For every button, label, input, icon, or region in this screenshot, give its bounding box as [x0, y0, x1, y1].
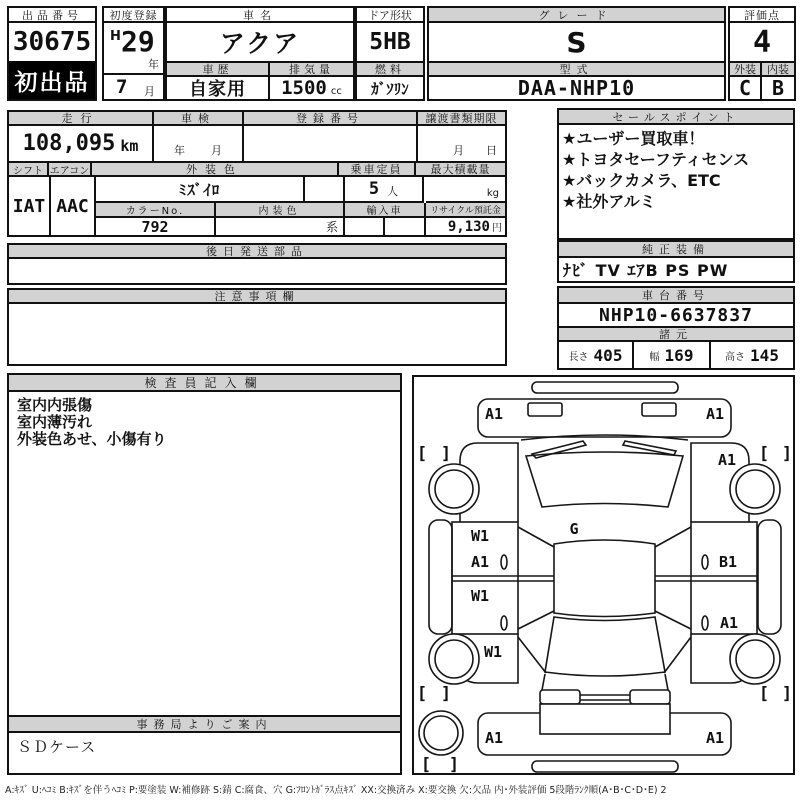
chassis-label: 車台番号 [559, 288, 793, 304]
grade-block [427, 6, 726, 101]
fuel-value: ｶﾞｿﾘﾝ [371, 79, 409, 98]
later-parts-empty [9, 259, 505, 283]
equipment-box [557, 240, 795, 283]
recycle-value: 9,130 [447, 218, 490, 235]
history-disp-values [167, 77, 353, 99]
exterior-color-value: ﾐｽﾞｲﾛ [96, 177, 305, 203]
first-reg-label: 初度登録 [104, 8, 163, 23]
transfer-deadline-label: 譲渡書類期限 [418, 112, 505, 124]
aircon-label: エアコン [49, 163, 92, 175]
vehicle-detail-grid [7, 110, 507, 237]
mark-front-door-left-a: A1 [470, 553, 490, 571]
capacity-value: 5 [368, 179, 380, 199]
quarter-folds [518, 637, 691, 673]
first-reg-year-cell [104, 23, 163, 73]
length-cell [559, 342, 634, 368]
transfer-day-hint: 日 [486, 144, 497, 157]
taillight-left [540, 690, 580, 704]
front-panel [478, 399, 731, 437]
bracket: ] [440, 444, 452, 464]
score-label: 評価点 [730, 8, 794, 23]
rear-bumper [532, 761, 678, 772]
color-no-label: カラーNo. [96, 203, 216, 218]
wheel-front-right-inner [736, 470, 774, 508]
capacity-cell [345, 177, 424, 203]
width-value: 169 [664, 345, 694, 365]
bracket: [ [758, 684, 770, 704]
first-registration-block [102, 6, 165, 101]
wheel-rear-right-inner [736, 640, 774, 678]
payload-cell [426, 177, 505, 203]
bracket: ] [781, 684, 793, 704]
height-cell [711, 342, 793, 368]
door-gaps [452, 576, 757, 581]
mileage-unit: km [120, 137, 139, 155]
bracket: ] [781, 444, 793, 464]
aircon-value: AAC [51, 177, 96, 235]
recycle-label: リサイクル預託金 [426, 203, 505, 218]
mark-rear-door-left: W1 [470, 587, 490, 605]
model-code-value: DAA-NHP10 [517, 77, 636, 99]
mark-rear-door-right: A1 [719, 614, 739, 632]
payload-label: 最大積載量 [416, 163, 505, 175]
shift-value: IAT [9, 177, 51, 235]
era-mark: H [110, 29, 121, 44]
sales-point-item: ★社外アルミ [562, 192, 656, 211]
taillight-bar [580, 695, 630, 700]
inspector-note: 室内内張傷 [17, 396, 93, 414]
mark-front-left: A1 [484, 405, 504, 423]
spare-tire-inner [424, 716, 458, 750]
import-cell [345, 218, 426, 235]
transfer-deadline-cell [418, 126, 505, 161]
import-cell-divider [383, 218, 385, 235]
grade-value: S [566, 25, 587, 59]
grade-label: グレード [429, 8, 724, 23]
exterior-color-extra-cell [305, 177, 345, 203]
bracket: ] [440, 684, 452, 704]
pillar-folds [518, 527, 691, 629]
history-disp-headers [167, 61, 353, 77]
car-name: アクア [219, 29, 301, 58]
caution-box [7, 288, 507, 366]
displacement-value-cell [270, 77, 353, 99]
later-parts-box [7, 243, 507, 285]
car-body-outline [416, 382, 781, 772]
payload-unit: kg [486, 188, 499, 199]
import-label: 輸入車 [345, 203, 426, 218]
registration-number-cell [244, 126, 418, 161]
shaken-cell [154, 126, 244, 161]
height-label: 高さ [725, 351, 746, 363]
shift-label: シフト [9, 163, 49, 175]
fuel-label: 燃料 [357, 61, 423, 77]
mark-windshield: G [569, 520, 579, 538]
door-shape-value: 5HB [369, 29, 411, 55]
inspector-label: 検査員記入欄 [9, 375, 400, 392]
inspector-notes [9, 392, 400, 715]
lot-number: 30675 [12, 27, 92, 57]
detail-row1-values [9, 126, 505, 163]
equipment-label: 純正装備 [559, 242, 793, 258]
detail-row2-headers [9, 163, 505, 177]
inspector-box [7, 373, 402, 775]
office-label: 事務局よりご案内 [9, 715, 400, 733]
caution-label: 注意事項欄 [9, 290, 505, 304]
first-listing-badge: 初出品 [9, 61, 95, 99]
mark-front-door-right: B1 [718, 553, 738, 571]
recycle-cell [426, 218, 505, 235]
rear-glass [545, 617, 665, 676]
windshield [526, 452, 683, 507]
office-note: ＳＤケース [17, 738, 97, 756]
interior-color-suffix: 系 [325, 220, 338, 234]
handle-front-right [702, 555, 708, 569]
equipment-value: ﾅﾋﾞ TV ｴｱB PS PW [563, 261, 729, 280]
mark-rear-left: A1 [484, 729, 504, 747]
wheel-rear-left-inner [435, 640, 473, 678]
lot-block [7, 6, 97, 101]
mark-front-fender-right: A1 [717, 451, 737, 469]
bracket: [ [758, 444, 770, 464]
mileage-value: 108,095 [22, 131, 116, 156]
interior-color-value [216, 218, 345, 235]
month-unit: 月 [144, 85, 155, 98]
displacement-label: 排気量 [270, 63, 353, 75]
caution-empty [9, 304, 505, 364]
shaken-label: 車検 [154, 112, 244, 124]
bracket: [ [420, 755, 432, 773]
length-label: 長さ [568, 351, 589, 363]
interior-grade: B [771, 77, 785, 99]
chassis-box [557, 286, 795, 370]
mark-front-right: A1 [705, 405, 725, 423]
headlight-left [528, 403, 562, 416]
exterior-grade: C [730, 77, 762, 99]
transfer-month-hint: 月 [453, 144, 464, 157]
capacity-label: 乗車定員 [339, 163, 416, 175]
sill-right [758, 520, 781, 634]
model-code-label: 型式 [429, 61, 724, 77]
front-bumper [532, 382, 678, 393]
mileage-cell [9, 126, 154, 161]
wheel-front-left-inner [435, 470, 473, 508]
mileage-label: 走行 [9, 112, 154, 124]
score-value: 4 [752, 24, 772, 60]
taillight-right [630, 690, 670, 704]
car-name-block [165, 6, 355, 101]
exterior-color-label: 外装色 [92, 163, 339, 175]
sales-point-item: ★ユーザー買取車！ [562, 129, 705, 148]
shaken-year-hint: 年 [174, 144, 185, 157]
handle-rear-right [702, 616, 708, 630]
score-block [728, 6, 796, 101]
ext-int-values [730, 77, 794, 99]
detail-lower-area [9, 177, 505, 235]
bracket: [ [416, 444, 428, 464]
height-value: 145 [750, 345, 779, 365]
first-reg-month-cell [104, 73, 163, 101]
specs-label: 諸元 [559, 328, 793, 342]
trunk-lid [540, 704, 670, 734]
width-cell [634, 342, 711, 368]
handle-rear-left [501, 616, 507, 630]
sill-left [429, 520, 452, 634]
history-label: 車歴 [167, 63, 270, 75]
history-value: 自家用 [167, 77, 270, 99]
roof [554, 540, 655, 617]
sales-points-label: セールスポイント [559, 110, 793, 125]
door-gap-extensions [518, 576, 691, 581]
car-damage-diagram [414, 377, 793, 773]
first-reg-year: 29 [121, 25, 155, 58]
damage-diagram-box [412, 375, 795, 775]
inspector-note: 外装色あせ、小傷有り [17, 430, 167, 448]
door-shape-block [355, 6, 425, 101]
door-shape-label: ドア形状 [357, 8, 423, 23]
sales-points-list [559, 125, 793, 215]
displacement-value: 1500 [281, 77, 327, 99]
bracket: ] [448, 755, 460, 773]
displacement-unit: cc [330, 86, 342, 97]
first-reg-month: 7 [116, 76, 128, 98]
detail-row1-headers [9, 112, 505, 126]
sales-point-item: ★バックカメラ、ETC [562, 171, 721, 190]
later-parts-label: 後日発送部品 [9, 245, 505, 259]
sales-point-item: ★トヨタセーフティセンス [562, 150, 750, 169]
color-no-value: 792 [96, 218, 216, 235]
specs-row [559, 342, 793, 368]
interior-label: 内装 [762, 63, 794, 75]
car-name-label: 車名 [167, 8, 353, 23]
damage-code-legend: A:ｷｽﾞ U:ﾍｺﾐ B:ｷｽﾞを伴うﾍｺﾐ P:要塗装 W:補修跡 S:錆 C:腐食、穴 G:ﾌﾛﾝﾄｶﾞﾗｽ点ｷｽﾞ XX:交換済み X:要交換 欠:欠品 内･外装評価 5段階ﾗﾝｸ順(A･B･C･D･E) 2 [5, 785, 667, 796]
recycle-unit: 円 [492, 223, 502, 234]
length-value: 405 [593, 345, 623, 365]
headlight-right [642, 403, 676, 416]
lot-label: 出品番号 [9, 8, 95, 23]
registration-number-label: 登録番号 [244, 112, 418, 124]
capacity-unit: 人 [387, 185, 399, 198]
chassis-number: NHP10-6637837 [559, 304, 793, 328]
interior-color-label: 内装色 [216, 203, 345, 218]
mark-rear-fender-left: W1 [483, 643, 503, 661]
sales-points-box [557, 108, 795, 240]
mark-front-door-left-w: W1 [470, 527, 490, 545]
shaken-month-hint: 月 [211, 144, 222, 157]
inspector-note: 室内薄汚れ [17, 413, 93, 431]
width-label: 幅 [649, 351, 660, 363]
bracket: [ [416, 684, 428, 704]
exterior-label: 外装 [730, 63, 762, 75]
mark-rear-right: A1 [705, 729, 725, 747]
year-unit: 年 [148, 58, 159, 71]
ext-int-headers [730, 61, 794, 77]
handle-front-left [501, 555, 507, 569]
